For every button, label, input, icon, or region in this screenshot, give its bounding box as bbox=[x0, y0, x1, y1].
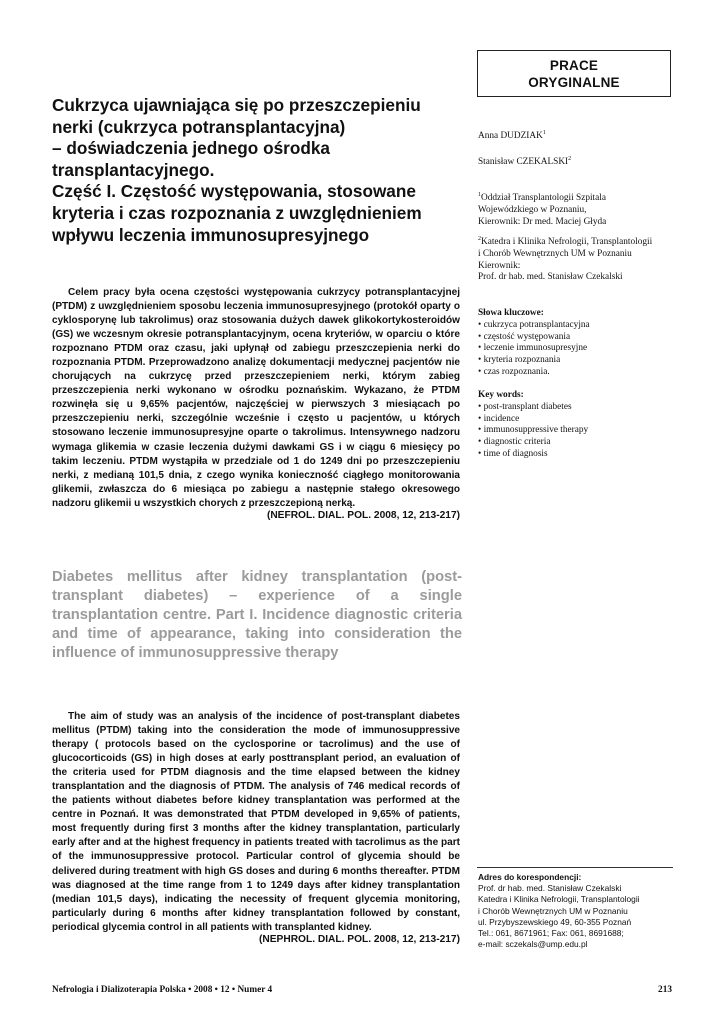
citation-pl: (NEFROL. DIAL. POL. 2008, 12, 213-217) bbox=[266, 510, 460, 521]
article-title-pl bbox=[52, 95, 462, 246]
section-badge-line2: ORYGINALNE bbox=[528, 74, 620, 90]
affiliation-line: Katedra i Klinika Nefrologii, Transplantologii bbox=[481, 237, 653, 247]
author-sup: 1 bbox=[542, 129, 546, 136]
keywords-en-title: Key words: bbox=[478, 390, 524, 400]
footer-journal: Nefrologia i Dializoterapia Polska • 2008 • 12 • Numer 4 bbox=[52, 985, 273, 995]
title-line: Cukrzyca ujawniająca się po przeszczepieniu bbox=[52, 95, 421, 115]
correspondence-line: ul. Przybyszewskiego 49, 60-355 Poznań bbox=[478, 916, 632, 927]
title-line: – doświadczenia jednego ośrodka bbox=[52, 138, 330, 159]
affiliation-sup: 2 bbox=[478, 235, 481, 242]
affiliation-line: Oddział Transplantologii Szpitala bbox=[481, 193, 606, 203]
affiliation-line: i Chorób Wewnętrznych UM w Poznaniu bbox=[478, 248, 632, 259]
title-line: transplantacyjnego. bbox=[52, 159, 215, 180]
affiliation-sup: 1 bbox=[478, 191, 481, 198]
author-1 bbox=[478, 131, 678, 143]
title-line: nerki (cukrzyca potransplantacyjna) bbox=[52, 116, 346, 137]
keyword-item: • diagnostic criteria bbox=[478, 437, 678, 449]
affiliation-1 bbox=[478, 193, 678, 228]
affiliation-line: Wojewódzkiego w Poznaniu, bbox=[478, 204, 587, 215]
keyword-item: • czas rozpoznania. bbox=[478, 367, 678, 379]
keyword-item: • post-transplant diabetes bbox=[478, 402, 678, 414]
correspondence-email: e-mail: sczekals@ump.edu.pl bbox=[478, 939, 588, 950]
author-sup: 2 bbox=[568, 155, 572, 162]
keywords-pl bbox=[478, 308, 678, 379]
keyword-item: • incidence bbox=[478, 414, 678, 426]
abstract-en: The aim of study was an analysis of the incidence of post-transplant diabetes mellitus (PTDM) taking into the consideration the mode of immunosuppressive therapy ( protocols based on the cyclosporine or tacrolimus) and the use of glucocorticoids (GS) in high doses at early posttransplant period, an evaluation of the criteria used for PTDM diagnosis and the time elapsed between the kidney transplantation and the diagnosis of PTDM. The analysis of 746 medical records of the patients without diabetes before kidney transplantation was performed at the centre in Poznań. It was demonstrated that PTDM developed in 9,65% of patients, most frequently during first 3 months after the kidney transplantation, particularly early after and at the highest frequency in patients treated with tacrolimus as the part of the immunosuppressive protocol. Particular control of glycemia should be delivered during treatment with high GS doses and during 6 months thereafter. PTDM was diagnosed at the time range from 1 to 1249 days after kidney transplantation (median 101,5 days), indicating the necessity of frequent glycemia monitoring, particularly during 6 months after kidney transplantation followed by constant, periodical glycemia control in all patients with transplanted kidney. bbox=[52, 711, 460, 933]
correspondence-block bbox=[478, 872, 678, 950]
keyword-item: • time of diagnosis bbox=[478, 449, 678, 461]
author-name: Anna DUDZIAK bbox=[478, 131, 543, 141]
affiliation-line: Kierownik: bbox=[478, 260, 521, 271]
affiliation-line: Kierownik: Dr med. Maciej Głyda bbox=[478, 216, 607, 227]
title-line: wpływu leczenia immunosupresyjnego bbox=[52, 224, 370, 245]
author-name: Stanisław CZEKALSKI bbox=[478, 157, 569, 167]
keywords-en bbox=[478, 390, 678, 461]
keyword-item: • immunosuppressive therapy bbox=[478, 425, 678, 437]
section-badge bbox=[477, 50, 671, 97]
affiliation-2 bbox=[478, 237, 678, 284]
correspondence-line: i Chorób Wewnętrznych UM w Poznaniu bbox=[478, 905, 628, 916]
keyword-item: • częstość występowania bbox=[478, 332, 678, 344]
citation-en: (NEPHROL. DIAL. POL. 2008, 12, 213-217) bbox=[259, 934, 460, 945]
correspondence-line: Tel.: 061, 8671961; Fax: 061, 8691688; bbox=[478, 928, 624, 939]
correspondence-line: Katedra i Klinika Nefrologii, Transplantologii bbox=[478, 894, 640, 905]
keywords-pl-title: Słowa kluczowe: bbox=[478, 308, 544, 318]
title-line: Część I. Częstość występowania, stosowane bbox=[52, 181, 416, 202]
affiliation-line: Prof. dr hab. med. Stanisław Czekalski bbox=[478, 272, 623, 283]
correspondence-divider bbox=[477, 867, 673, 868]
title-line: kryteria i czas rozpoznania z uwzględnieniem bbox=[52, 202, 422, 223]
article-title-en: Diabetes mellitus after kidney transplantation (post-transplant diabetes) – experience of a single transplantation centre. Part I. Incidence diagnostic criteria and time of appearance, taking into consideration the influence of immunosuppressive therapy bbox=[52, 569, 462, 662]
section-badge-line1: PRACE bbox=[549, 57, 599, 73]
author-2 bbox=[478, 157, 678, 169]
abstract-pl: Celem pracy była ocena częstości występowania cukrzycy potransplantacyjnej (PTDM) z uwzględnieniem sposobu leczenia immunosupresyjnego (protokół oparty o cyklosporynę lub takrolimus) oraz stosowania dużych dawek glikokortykosteroidów (GS) we wczesnym okresie potransplantacyjnym, ocena kryteriów, w oparciu o które rozpoznano PTDM oraz czasu, jaki upłynął od zabiegu przeszczepienia nerki do rozpoznania PTDM. Przeprowadzono analizę dokumentacji medycznej pacjentów nie chorujących na cukrzycę przed przeszczepieniem nerki, którym zabieg przeszczepienia nerki wykonano w ośrodku poznańskim. Wykazano, że PTDM rozwinęła się u 9,65% pacjentów, najczęściej w pierwszych 3 miesiącach po przeszczepieniu nerki, szczególnie wcześnie i często u pacjentów, u których stosowano leczenie immunosupresyjne oparte o takrolimus. Intensywnego nadzoru wymaga glikemia w czasie leczenia dużymi dawkami GS i w ciągu 6 miesięcy po takim leczeniu. PTDM wystąpiła w przedziale od 1 do 1249 dni po przeszczepieniu nerki, z medianą 101,5 dnia, z czego wynika konieczność ciągłego monitorowania glikemii, zwłaszcza do 6 miesiąca po zabiegu a następnie stałego okresowego nadzoru glikemii u wszystkich chorych z przeszczepioną nerką. bbox=[52, 287, 460, 509]
keyword-item: • kryteria rozpoznania bbox=[478, 355, 678, 367]
keyword-item: • leczenie immunosupresyjne bbox=[478, 343, 678, 355]
correspondence-line: Prof. dr hab. med. Stanisław Czekalski bbox=[478, 883, 622, 894]
keyword-item: • cukrzyca potransplantacyjna bbox=[478, 320, 678, 332]
correspondence-title: Adres do korespondencji: bbox=[478, 872, 582, 882]
page-number: 213 bbox=[658, 985, 672, 995]
